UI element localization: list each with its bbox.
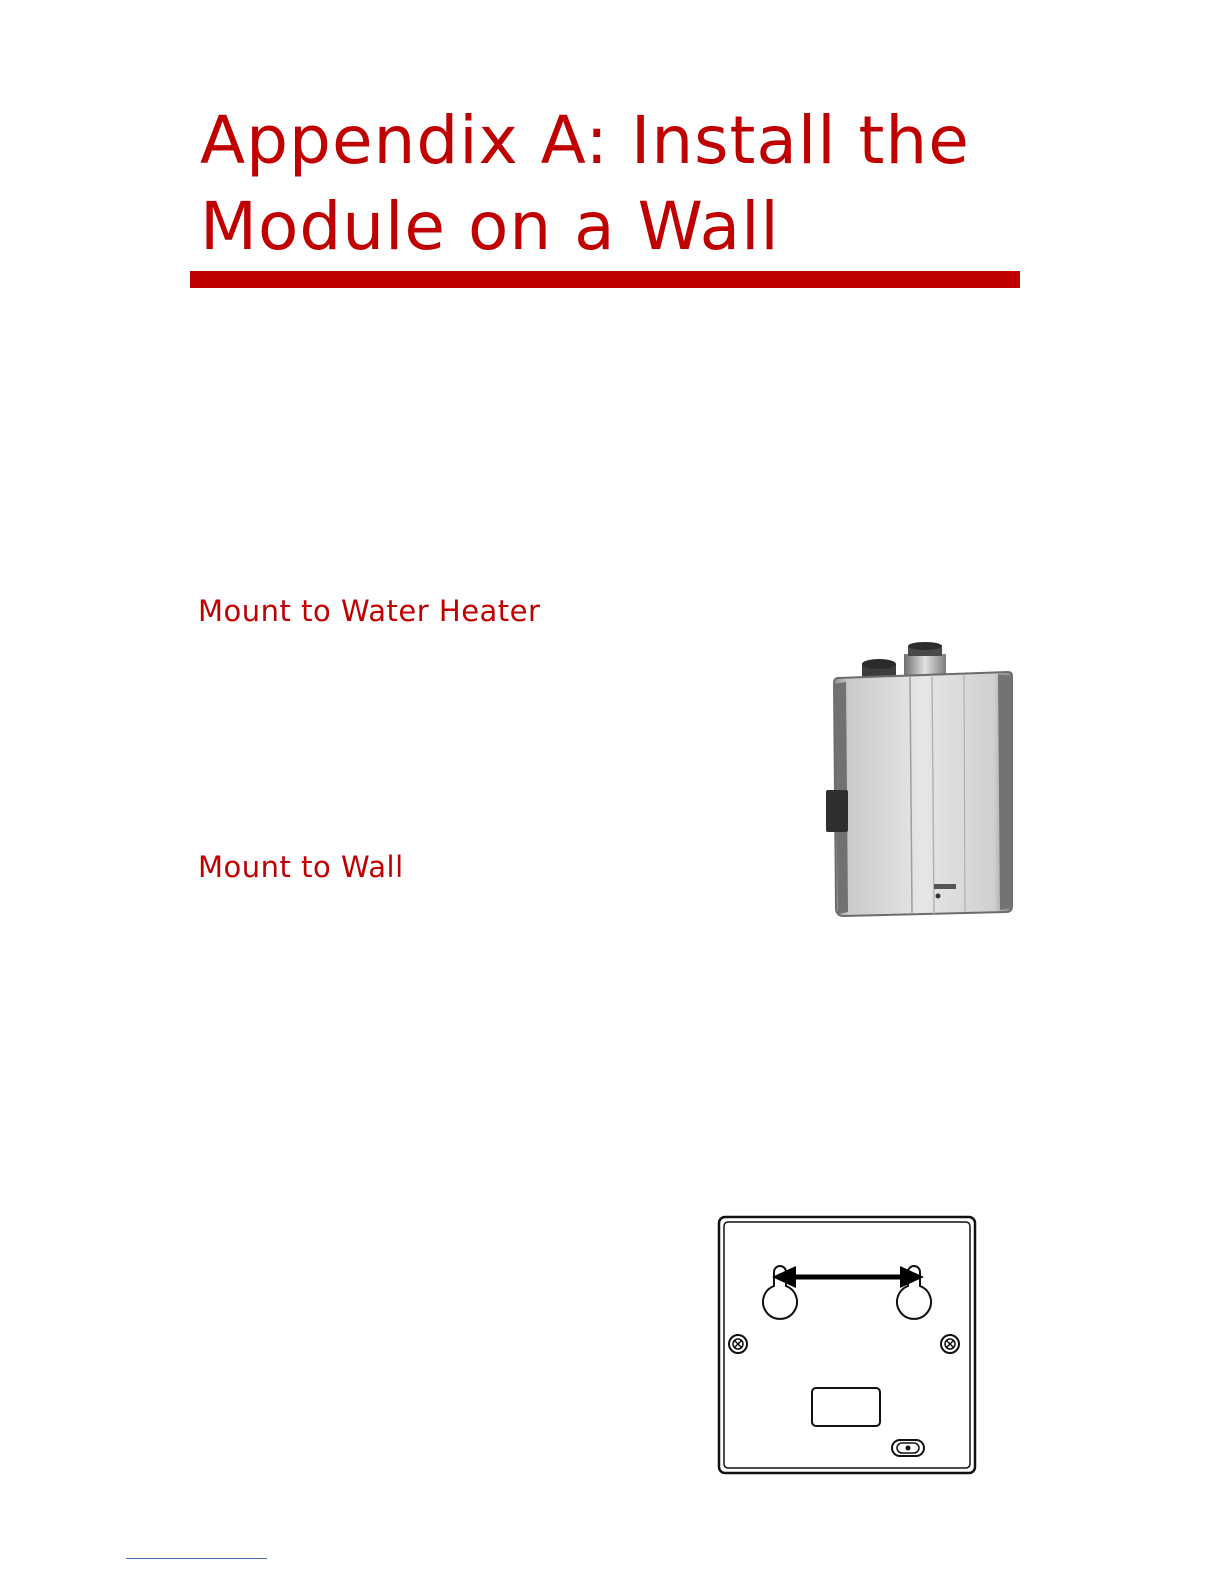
grommet-icon bbox=[892, 1440, 924, 1456]
section-heading-mount-to-water-heater: Mount to Water Heater bbox=[198, 594, 541, 628]
heater-body bbox=[834, 672, 1012, 916]
water-heater-illustration bbox=[822, 640, 1018, 920]
cutout-rectangle bbox=[812, 1388, 880, 1426]
brand-logo-icon bbox=[934, 884, 956, 889]
title-underline bbox=[190, 271, 1020, 288]
page-title-line-1: Appendix A: Install the bbox=[200, 102, 970, 179]
screw-left-icon bbox=[729, 1335, 747, 1353]
mounting-plate-diagram bbox=[716, 1214, 978, 1476]
screw-right-icon bbox=[941, 1335, 959, 1353]
footnote-separator bbox=[126, 1558, 267, 1559]
page-title bbox=[200, 98, 970, 270]
control-box bbox=[826, 790, 848, 832]
page-title-line-2: Module on a Wall bbox=[200, 188, 780, 265]
section-heading-mount-to-wall: Mount to Wall bbox=[198, 850, 404, 884]
indicator-light-icon bbox=[936, 894, 941, 899]
